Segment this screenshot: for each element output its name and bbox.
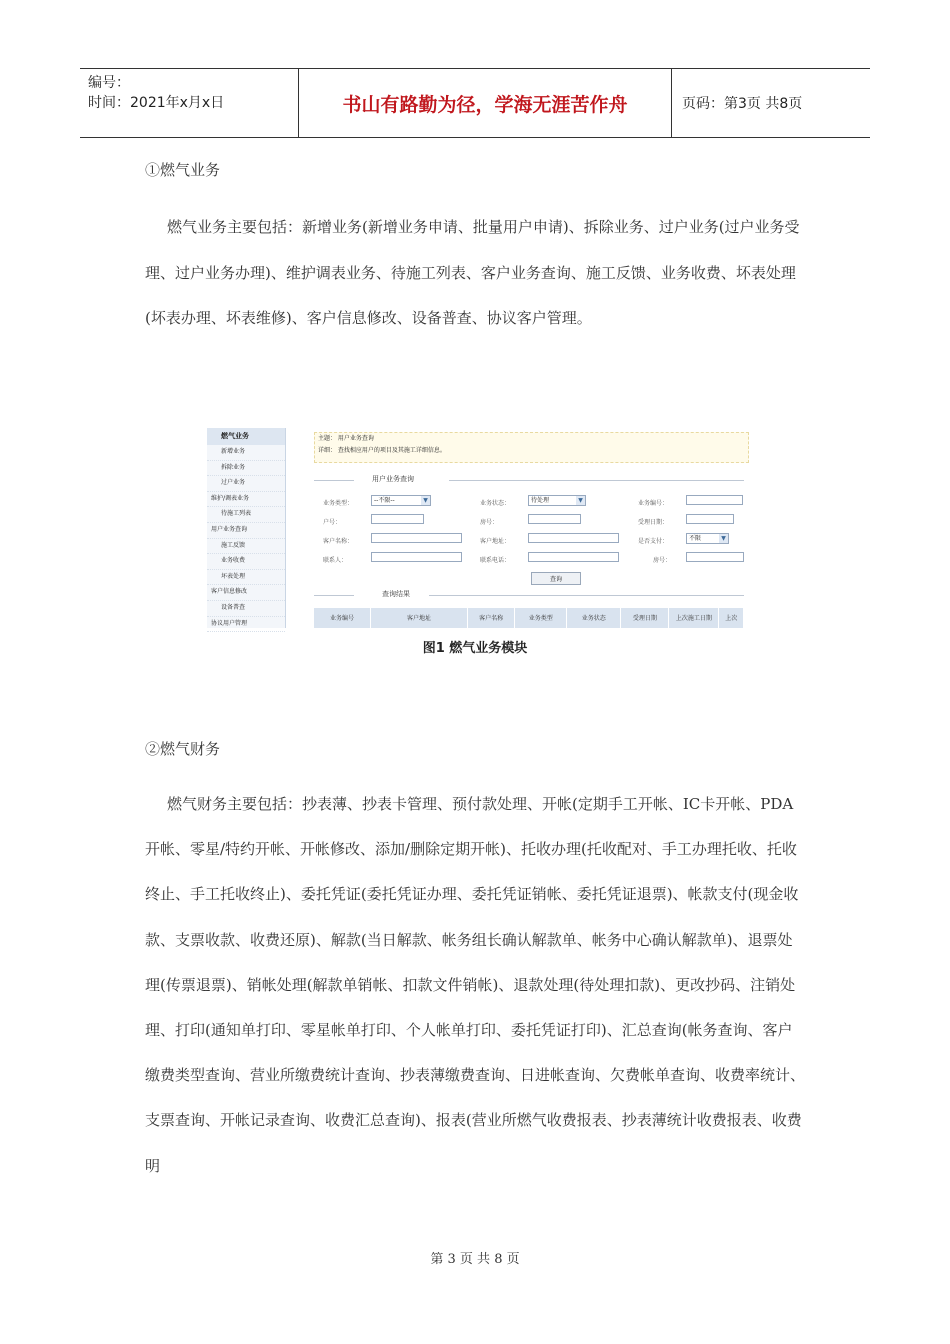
sidebar-item[interactable]: 用户业务查询 <box>207 523 285 539</box>
paid-select[interactable] <box>686 533 729 544</box>
sidebar-item[interactable]: 待施工列表 <box>207 507 285 523</box>
section1-body: 燃气业务主要包括：新增业务(新增业务申请、批量用户申请)、拆除业务、过户业务(过户业务受理、过户业务办理)、维护调表业务、待施工列表、客户业务查询、施工反馈、业务收费、坏表处理(坏表办理、坏表维修)、客户信息修改、设备普查、协议客户管理。 <box>145 218 800 327</box>
sidebar-item[interactable]: 施工反馈 <box>207 539 285 555</box>
biz-status-select[interactable] <box>528 495 586 506</box>
sidebar-item[interactable]: 业务收费 <box>207 554 285 570</box>
account-no-input[interactable] <box>371 514 424 524</box>
biz-no-input[interactable] <box>686 495 743 505</box>
column-header[interactable]: 上次施工日期 <box>669 608 719 628</box>
detail-line: 详细： 查找相应用户的项目及其施工详细信息。 <box>318 447 446 454</box>
query-button[interactable]: 查询 <box>531 572 581 585</box>
sidebar-item[interactable]: 坏表处理 <box>207 570 285 586</box>
customer-name-input[interactable] <box>371 533 462 543</box>
sidebar-item[interactable]: 客户信息修改 <box>207 585 285 601</box>
column-header[interactable]: 受理日期 <box>621 608 669 628</box>
customer-addr-input[interactable] <box>528 533 619 543</box>
motto: 书山有路勤为径，学海无涯苦作舟 <box>299 69 672 137</box>
sidebar-item[interactable]: 设备普查 <box>207 601 285 617</box>
column-header[interactable]: 业务编号 <box>314 608 371 628</box>
time-label: 时间：2021年x月x日 <box>88 95 225 111</box>
accept-date-input[interactable] <box>686 514 734 524</box>
sidebar-item[interactable]: 协议用户管理 <box>207 617 285 633</box>
room-no-label: 房号： <box>480 519 499 526</box>
chevron-down-icon: ▼ <box>719 534 728 543</box>
column-header[interactable]: 客户名称 <box>468 608 515 628</box>
column-header[interactable]: 业务状态 <box>567 608 621 628</box>
biz-type-label: 业务类型： <box>323 500 354 507</box>
contact-phone-label: 联系电话： <box>480 557 511 564</box>
divider <box>429 595 744 596</box>
business-module-figure <box>207 428 744 628</box>
number-label: 编号： <box>88 75 130 91</box>
figure-caption: 图1 燃气业务模块 <box>422 641 528 656</box>
column-header[interactable]: 客户地址 <box>371 608 468 628</box>
contact-label: 联系人： <box>323 557 348 564</box>
page-info: 页码：第3页 共8页 <box>682 96 803 112</box>
accept-date-label: 受理日期： <box>638 519 669 526</box>
sidebar-item[interactable]: 拆除业务 <box>207 461 285 477</box>
results-heading: 查询结果 <box>382 590 410 598</box>
header-left-cell <box>80 69 299 137</box>
sidebar-item[interactable]: 过户业务 <box>207 476 285 492</box>
paid-value: 不限 <box>689 535 702 542</box>
biz-status-value: 待处理 <box>531 497 550 504</box>
biz-status-label: 业务状态： <box>480 500 511 507</box>
section1-heading: ①燃气业务 <box>145 161 221 179</box>
sidebar <box>207 428 286 628</box>
sidebar-item[interactable]: 维护/调表业务 <box>207 492 285 508</box>
topic-box <box>314 432 749 463</box>
house-no-input[interactable] <box>686 552 744 562</box>
sidebar-title: 燃气业务 <box>207 428 285 445</box>
topic-line: 主题： 用户业务查询 <box>318 435 374 442</box>
page-footer: 第 3 页 共 8 页 <box>430 1252 520 1267</box>
paid-label: 是否支付： <box>638 538 669 545</box>
divider <box>314 595 354 596</box>
results-table-header <box>314 608 744 628</box>
divider <box>314 480 354 481</box>
chevron-down-icon: ▼ <box>421 496 430 505</box>
sidebar-item[interactable]: 新增业务 <box>207 445 285 461</box>
customer-name-label: 客户名称： <box>323 538 354 545</box>
contact-phone-input[interactable] <box>528 552 619 562</box>
query-heading: 用户业务查询 <box>372 475 414 483</box>
query-panel <box>293 428 744 628</box>
room-no-input[interactable] <box>528 514 581 524</box>
biz-type-select[interactable] <box>371 495 431 506</box>
biz-no-label: 业务编号： <box>638 500 669 507</box>
biz-type-value: --不限-- <box>374 497 395 504</box>
divider <box>449 480 744 481</box>
chevron-down-icon: ▼ <box>576 496 585 505</box>
column-header[interactable]: 上次 <box>719 608 744 628</box>
column-header[interactable]: 业务类型 <box>515 608 567 628</box>
section2-body: 燃气财务主要包括：抄表薄、抄表卡管理、预付款处理、开帐(定期手工开帐、IC卡开帐、PDA开帐、零星/特约开帐、开帐修改、添加/删除定期开帐)、托收办理(托收配对、手工办理托收、托收终止、手工托收终止)、委托凭证(委托凭证办理、委托凭证销帐、委托凭证退票)、帐款支付(现金收款、支票收款、收费还原)、解款(当日解款、帐务组长确认解款单、帐务中心确认解款单)、退票处理(传票退票)、销帐处理(解款单销帐、扣款文件销帐)、退款处理(待处理扣款)、更改抄码、注销处理、打印(通知单打印、零星帐单打印、个人帐单打印、委托凭证打印)、汇总查询(帐务查询、客户缴费类型查询、营业所缴费统计查询、抄表薄缴费查询、日进帐查询、欠费帐单查询、收费率统计、支票查询、开帐记录查询、收费汇总查询)、报表(营业所燃气收费报表、抄表薄统计收费报表、收费明 <box>145 795 806 1175</box>
customer-addr-label: 客户地址： <box>480 538 511 545</box>
contact-input[interactable] <box>371 552 462 562</box>
header-table <box>80 68 870 138</box>
house-no-label: 房号： <box>653 557 672 564</box>
account-no-label: 户号： <box>323 519 342 526</box>
section2-heading: ②燃气财务 <box>145 740 221 758</box>
